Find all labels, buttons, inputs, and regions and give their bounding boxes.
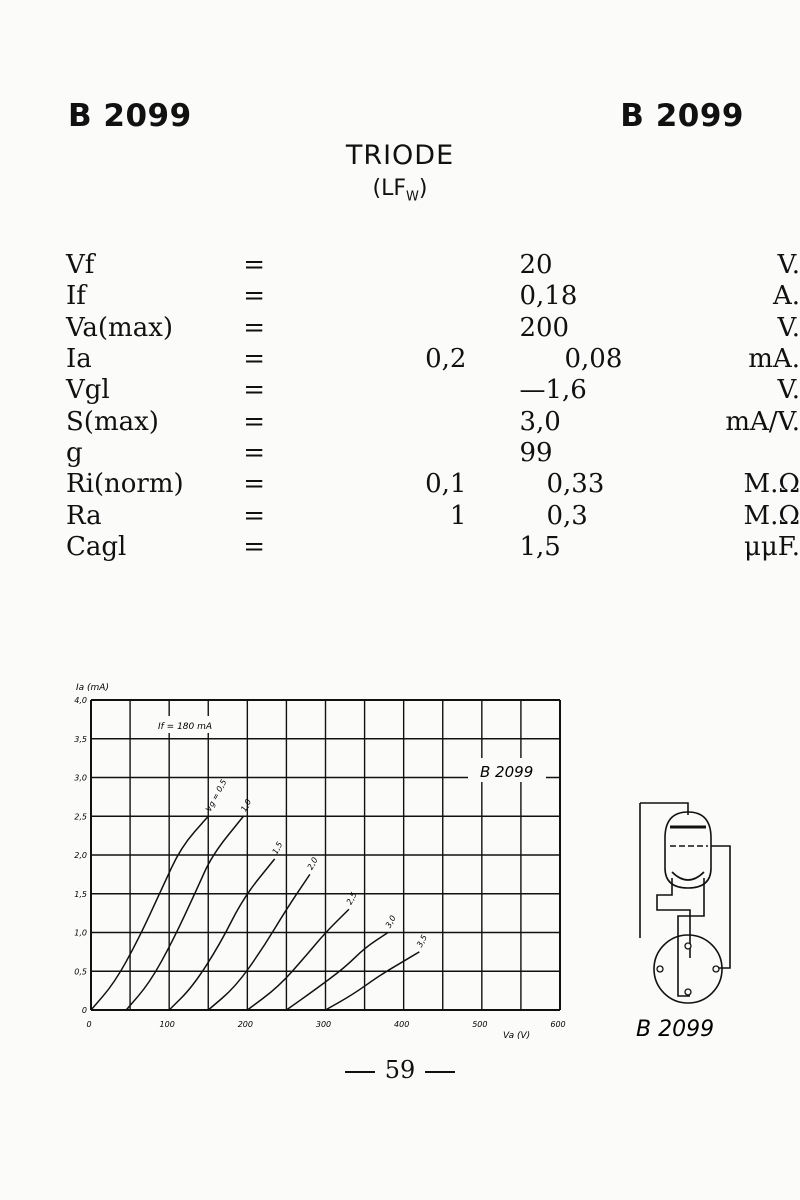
spec-unit: μμF. bbox=[743, 531, 800, 562]
curve-label: Vg = 0,5 bbox=[204, 778, 229, 814]
x-tick-label: 400 bbox=[394, 1020, 410, 1029]
base-pin bbox=[713, 966, 719, 972]
curve-label: 3,5 bbox=[415, 933, 430, 949]
schematic-label: B 2099 bbox=[636, 1017, 715, 1042]
spec-equals: = bbox=[243, 344, 265, 375]
x-tick-label: 500 bbox=[472, 1020, 488, 1029]
y-tick-label: 3,5 bbox=[74, 734, 87, 744]
y-tick-label: 1,0 bbox=[74, 928, 87, 938]
y-tick-label: 2,0 bbox=[74, 851, 87, 860]
curve-label: 1,5 bbox=[270, 840, 285, 856]
spec-equals: = bbox=[243, 469, 265, 500]
header-tube-code-left: B 2099 bbox=[68, 98, 192, 134]
spec-unit: M.Ω bbox=[743, 500, 800, 531]
spec-equals: = bbox=[243, 437, 265, 468]
spec-value-1: 0,1 bbox=[425, 469, 467, 500]
spec-name: Vf bbox=[66, 250, 95, 281]
spec-equals: = bbox=[243, 250, 265, 281]
spec-name: Ra bbox=[66, 500, 102, 531]
spec-name: Va(max) bbox=[66, 312, 173, 343]
curve-label: 2,5 bbox=[344, 890, 359, 907]
spec-equals: = bbox=[243, 406, 265, 437]
spec-name: Vgl bbox=[66, 375, 110, 406]
base-pin bbox=[685, 989, 691, 995]
grid-lead bbox=[711, 846, 730, 968]
curve-label: 1,0 bbox=[239, 797, 254, 814]
page-title: TRIODE bbox=[345, 140, 455, 171]
tube-class: $(LF_W)$ bbox=[372, 176, 428, 205]
spec-value-2: 0,3 bbox=[546, 500, 588, 531]
spec-value-2: 0,08 bbox=[564, 344, 623, 375]
header-tube-code-right: B 2099 bbox=[620, 98, 744, 134]
base-pin bbox=[685, 943, 691, 949]
spec-unit: mA/V. bbox=[725, 406, 800, 437]
x-tick-label: 600 bbox=[550, 1020, 566, 1029]
x-tick-label: 200 bbox=[237, 1020, 253, 1029]
y-tick-label: 3,0 bbox=[74, 773, 87, 783]
spec-unit: A. bbox=[772, 281, 800, 312]
spec-value-2: 3,0 bbox=[519, 406, 561, 437]
spec-name: g bbox=[66, 437, 83, 468]
page-number: 59 bbox=[0, 1056, 800, 1084]
spec-unit: mA. bbox=[748, 344, 800, 375]
x-tick-label: 0 bbox=[86, 1020, 92, 1029]
spec-name: Cagl bbox=[66, 531, 127, 562]
spec-unit: V. bbox=[777, 250, 800, 281]
spec-value-2: 0,33 bbox=[546, 469, 605, 500]
spec-value-2: 20 bbox=[519, 250, 553, 281]
spec-equals: = bbox=[243, 500, 265, 531]
spec-value-2: —1,6 bbox=[519, 375, 587, 406]
y-tick-label: 0,5 bbox=[74, 967, 87, 977]
spec-equals: = bbox=[243, 375, 265, 406]
spec-equals: = bbox=[243, 281, 265, 312]
spec-value-2: 200 bbox=[519, 312, 570, 343]
spec-name: Ri(norm) bbox=[66, 469, 184, 500]
y-tick-label: 1,5 bbox=[74, 889, 87, 899]
spec-equals: = bbox=[243, 531, 265, 562]
chart-title: B 2099 bbox=[480, 763, 534, 781]
filament bbox=[672, 872, 704, 880]
curve-label: 2,0 bbox=[305, 855, 320, 872]
y-tick-label: 2,5 bbox=[74, 812, 87, 822]
y-tick-label: 0 bbox=[81, 1006, 87, 1015]
y-tick-label: 4,0 bbox=[74, 696, 87, 705]
chart-y-axis-label: Ia (mA) bbox=[76, 683, 109, 693]
x-tick-label: 100 bbox=[159, 1020, 175, 1029]
spec-value-2: 1,5 bbox=[519, 531, 561, 562]
x-tick-label: 300 bbox=[315, 1020, 332, 1029]
chart-annotation-filament-current: If = 180 mA bbox=[158, 722, 213, 732]
spec-value-2: 99 bbox=[519, 437, 553, 468]
spec-unit: V. bbox=[777, 312, 800, 343]
spec-name: If bbox=[66, 281, 86, 312]
spec-unit: V. bbox=[777, 375, 800, 406]
tube-envelope bbox=[665, 812, 711, 888]
spec-value-1: 1 bbox=[449, 500, 467, 531]
spec-value-1: 0,2 bbox=[425, 344, 467, 375]
base-pin bbox=[657, 966, 663, 972]
chart-x-axis-label: Va (V) bbox=[503, 1031, 531, 1041]
spec-name: S(max) bbox=[66, 406, 159, 437]
curve-label: 3,0 bbox=[383, 913, 398, 930]
spec-unit: M.Ω bbox=[743, 469, 800, 500]
spec-equals: = bbox=[243, 312, 265, 343]
spec-name: Ia bbox=[66, 344, 92, 375]
spec-value-2: 0,18 bbox=[519, 281, 578, 312]
